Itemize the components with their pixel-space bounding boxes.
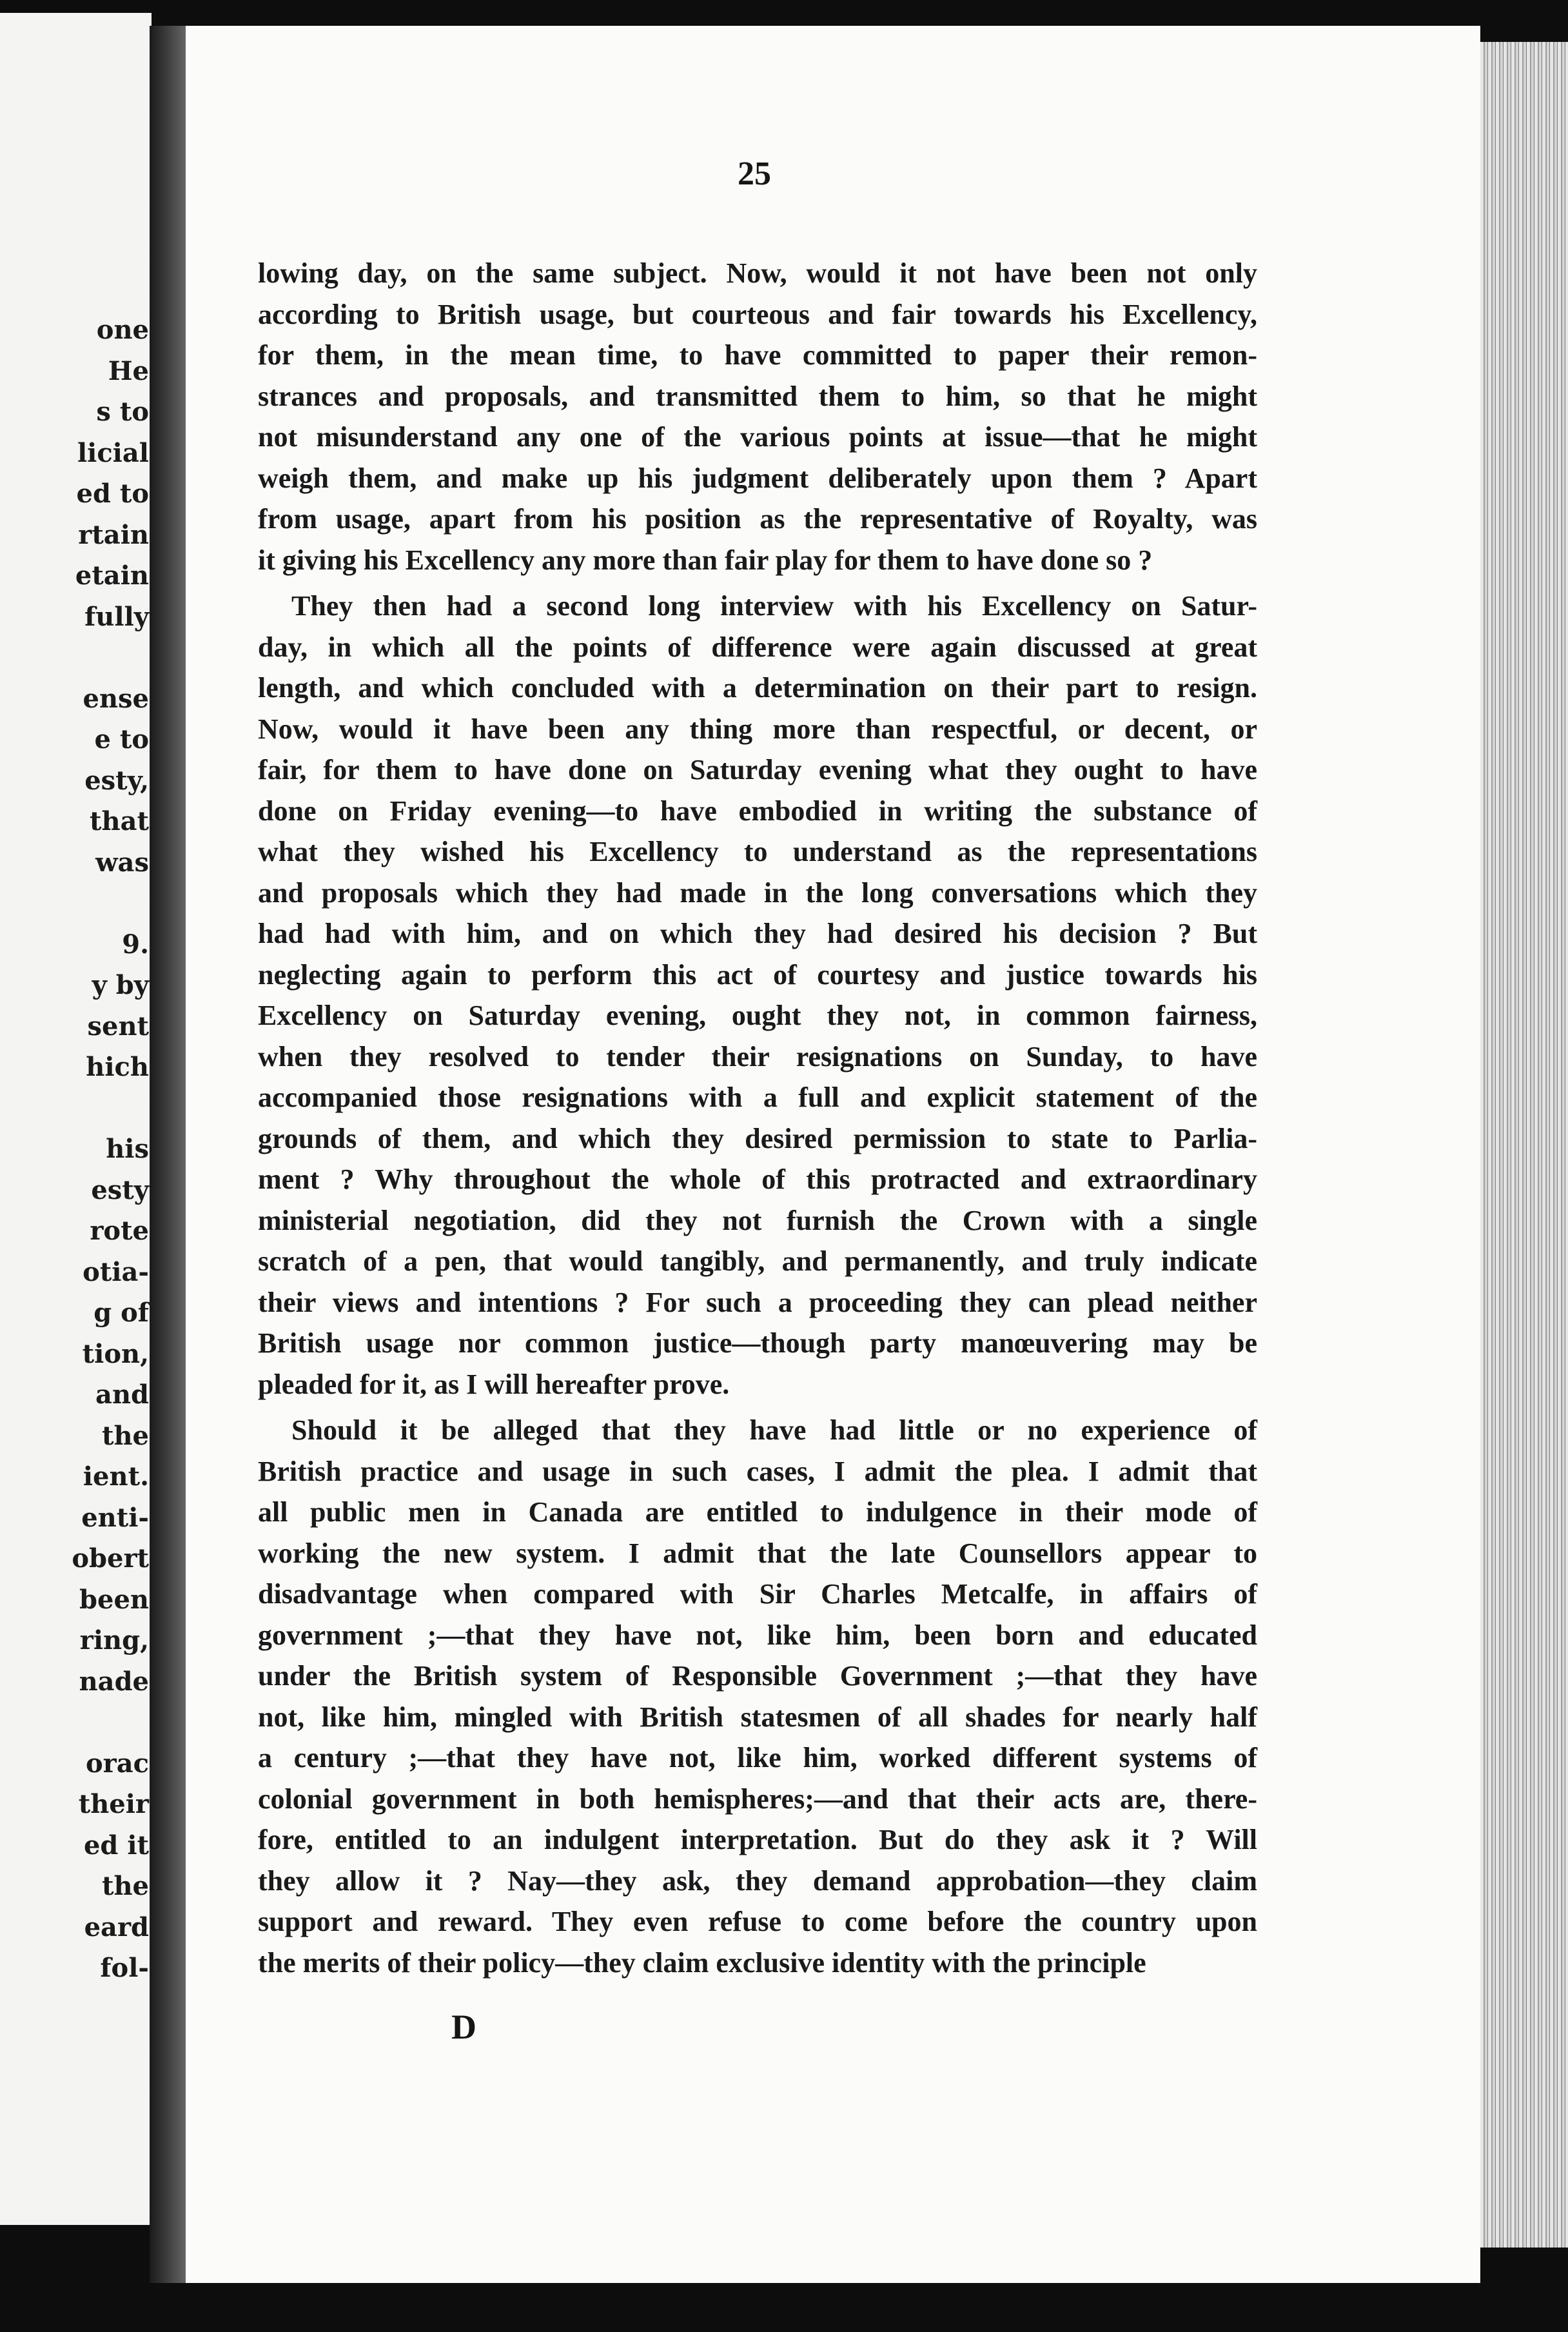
paragraph-gap	[258, 580, 1257, 586]
text-line: it giving his Excellency any more than fair play for them to have done so ?	[258, 544, 1153, 576]
facing-page-fragment: ed to	[76, 479, 149, 509]
text-line: weigh them, and make up his judgment deliberately upon them ? Apart	[258, 462, 1257, 494]
facing-page-fragment: that	[90, 806, 149, 836]
text-line: their views and intentions ? For such a proceeding they can plead neither	[258, 1286, 1257, 1318]
facing-page-fragment: s to	[96, 397, 149, 427]
facing-page-fragment: eard	[84, 1912, 149, 1942]
text-line: strances and proposals, and transmitted them to him, so that he might	[258, 380, 1257, 412]
facing-page-fragment: etain	[75, 560, 149, 591]
text-line: when they resolved to tender their resignations on Sunday, to have	[258, 1040, 1257, 1072]
page-number: 25	[738, 155, 771, 192]
text-line: from usage, apart from his position as the representative of Royalty, was	[258, 503, 1257, 535]
text-line: day, in which all the points of difference were again discussed at great	[258, 631, 1257, 663]
facing-page-fragment: orac	[85, 1748, 149, 1779]
text-line: British practice and usage in such cases, I admit the plea. I admit that	[258, 1455, 1257, 1487]
facing-page-fragment: y by	[92, 970, 149, 1000]
facing-page-fragment: rote	[90, 1216, 149, 1246]
facing-page-left	[0, 13, 152, 2225]
facing-page-fragment: nade	[79, 1666, 149, 1697]
text-line: not misunderstand any one of the various points at issue—that he might	[258, 421, 1257, 453]
facing-page-fragment: rtain	[78, 519, 149, 550]
facing-page-fragment: ense	[83, 683, 149, 714]
facing-page-fragment: his	[106, 1134, 149, 1164]
text-line: all public men in Canada are entitled to indulgence in their mode of	[258, 1496, 1257, 1528]
facing-page-fragment: ring,	[79, 1625, 149, 1655]
facing-page-fragment	[52, 883, 149, 924]
signature-mark: D	[451, 2008, 476, 2046]
facing-page-fragment: ient.	[83, 1461, 149, 1492]
text-line: fair, for them to have done on Saturday evening what they ought to have	[258, 754, 1257, 786]
text-line: support and reward. They even refuse to come before the country upon	[258, 1906, 1257, 1937]
facing-page-fragment: been	[79, 1584, 149, 1615]
facing-page-fragment: the	[101, 1871, 149, 1901]
facing-page-fragment: esty	[91, 1174, 149, 1205]
body-text	[258, 253, 1257, 1983]
binding-gutter	[150, 26, 188, 2283]
text-line: They then had a second long interview with his Excellency on Satur-	[291, 590, 1257, 622]
text-line: disadvantage when compared with Sir Charles Metcalfe, in affairs of	[258, 1578, 1257, 1610]
facing-page-fragment: esty,	[84, 765, 149, 796]
facing-page-fragment: sent	[87, 1011, 149, 1042]
facing-page-fragment: fol-	[100, 1953, 149, 1983]
text-line: ministerial negotiation, did they not furnish the Crown with a single	[258, 1204, 1257, 1236]
text-line: the merits of their policy—they claim exclusive identity with the principle	[258, 1946, 1146, 1979]
facing-page-fragment: e to	[94, 724, 149, 755]
text-line: under the British system of Responsible Government ;—that they have	[258, 1660, 1257, 1692]
facing-page-fragment	[52, 1702, 149, 1743]
text-line: Now, would it have been any thing more than respectful, or decent, or	[258, 713, 1257, 745]
facing-page-fragment	[52, 1088, 149, 1129]
text-line: Excellency on Saturday evening, ought they not, in common fairness,	[258, 1000, 1257, 1031]
facing-page-fragment: tion,	[82, 1338, 149, 1369]
facing-page-fragment: one	[96, 315, 149, 345]
text-line: accompanied those resignations with a full and explicit statement of the	[258, 1082, 1257, 1113]
text-line: they allow it ? Nay—they ask, they demand approbation—they claim	[258, 1864, 1257, 1897]
text-line: according to British usage, but courteous and fair towards his Excellency,	[258, 298, 1257, 330]
text-line: done on Friday evening—to have embodied in writing the substance of	[258, 795, 1257, 827]
text-line: and proposals which they had made in the long conversations which they	[258, 876, 1257, 909]
facing-page-fragment: obert	[72, 1543, 149, 1574]
text-line: a century ;—that they have not, like him, worked different systems of	[258, 1742, 1257, 1774]
facing-page-fragment: hich	[86, 1052, 149, 1082]
text-line: colonial government in both hemispheres;—and that their acts are, there-	[258, 1783, 1257, 1815]
text-line: working the new system. I admit that the late Counsellors appear to	[258, 1537, 1257, 1569]
text-line: lowing day, on the same subject. Now, would it not have been not only	[258, 257, 1257, 289]
facing-page-fragment: g of	[93, 1298, 149, 1328]
facing-page-fragment: 9.	[122, 929, 149, 960]
text-line: what they wished his Excellency to understand as the representations	[258, 836, 1257, 867]
text-line: scratch of a pen, that would tangibly, and permanently, and truly indicate	[258, 1245, 1257, 1277]
facing-page-fragment: licial	[77, 437, 149, 468]
facing-page-fragment: ed it	[83, 1830, 149, 1861]
text-line: ment ? Why throughout the whole of this protracted and extraordinary	[258, 1163, 1257, 1195]
facing-page-text-fragments	[52, 310, 152, 1989]
facing-page-fragment: was	[95, 847, 149, 878]
text-line: grounds of them, and which they desired permission to state to Parlia-	[258, 1122, 1257, 1154]
text-line: fore, entitled to an indulgent interpretation. But do they ask it ? Will	[258, 1824, 1257, 1855]
facing-page-fragment: and	[95, 1379, 149, 1410]
text-line: length, and which concluded with a determination on their part to resign.	[258, 672, 1257, 704]
facing-page-fragment: fully	[84, 601, 149, 632]
text-line: neglecting again to perform this act of courtesy and justice towards his	[258, 958, 1257, 991]
facing-page-fragment: He	[108, 355, 149, 386]
facing-page-fragment: the	[101, 1420, 149, 1451]
text-line: government ;—that they have not, like him, been born and educated	[258, 1619, 1257, 1651]
page-block-edge	[1480, 42, 1568, 2248]
text-line: Should it be alleged that they have had little or no experience of	[291, 1414, 1257, 1446]
text-line: pleaded for it, as I will hereafter prove.	[258, 1368, 730, 1400]
facing-page-fragment: their	[78, 1789, 149, 1819]
facing-page-fragment	[52, 637, 149, 678]
text-line: had had with him, and on which they had desired his decision ? But	[258, 918, 1257, 949]
facing-page-fragment: enti-	[81, 1502, 149, 1533]
paragraph-gap	[258, 1405, 1257, 1410]
text-line: not, like him, mingled with British statesmen of all shades for nearly half	[258, 1701, 1257, 1733]
text-line: British usage nor common justice—though party manœuvering may be	[258, 1327, 1257, 1359]
text-line: for them, in the mean time, to have committed to paper their remon-	[258, 339, 1257, 371]
facing-page-fragment: otia-	[83, 1256, 149, 1287]
